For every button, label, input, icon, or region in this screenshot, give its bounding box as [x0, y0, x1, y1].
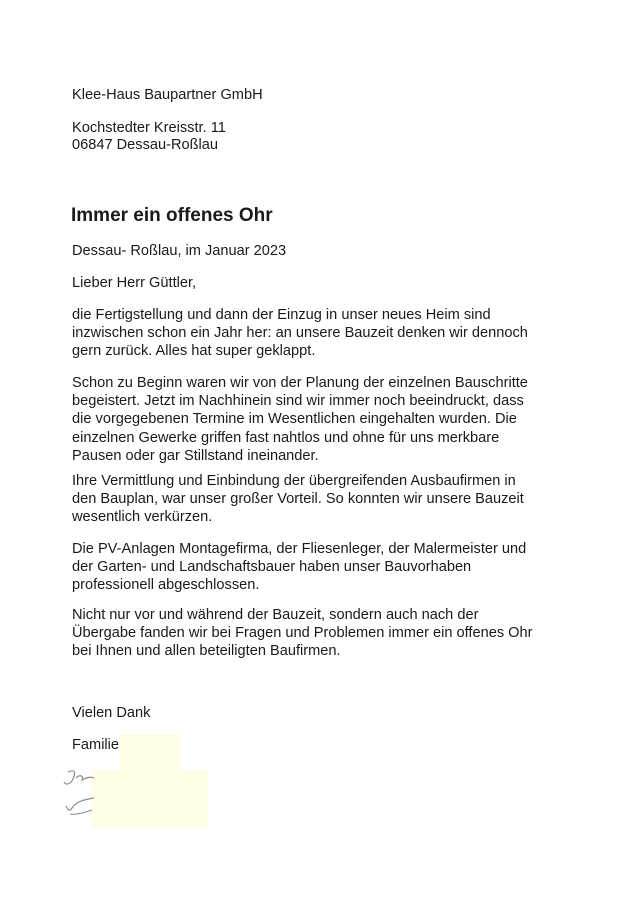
paragraph-line: den Bauplan, war unser großer Vorteil. So konnten wir unsere Bauzeit — [72, 491, 524, 508]
sender-city: 06847 Dessau-Roßlau — [72, 137, 219, 153]
salutation: Lieber Herr Güttler, — [72, 275, 197, 291]
paragraph-line: die vorgegebenen Termine im Wesentlichen eingehalten wurden. Die — [72, 411, 517, 428]
paragraph-line: gern zurück. Alles hat super geklappt. — [72, 343, 316, 360]
paragraph-line: bei Ihnen und allen beteiligten Baufirmen. — [72, 643, 341, 660]
letter-heading: Immer ein offenes Ohr — [71, 205, 273, 226]
redacted-signature — [92, 770, 208, 828]
paragraph-line: die Fertigstellung und dann der Einzug in unser neues Heim sind — [72, 307, 491, 323]
sender-company: Klee-Haus Baupartner GmbH — [72, 87, 263, 103]
paragraph-line: professionell abgeschlossen. — [72, 577, 260, 594]
paragraph-5 — [72, 606, 533, 661]
paragraph-2 — [72, 374, 528, 465]
paragraph-line: einzelnen Gewerke griffen fast nahtlos und ohne für uns merkbare — [72, 429, 500, 446]
place-date: Dessau- Roßlau, im Januar 2023 — [72, 243, 287, 259]
paragraph-line: begeistert. Jetzt im Nachhinein sind wir immer noch beeindruckt, dass — [72, 393, 524, 410]
family-label: Familie — [72, 737, 120, 753]
paragraph-line: Nicht nur vor und während der Bauzeit, sondern auch nach der — [72, 607, 479, 623]
paragraph-3 — [72, 472, 524, 527]
sender-street: Kochstedter Kreisstr. 11 — [72, 120, 226, 136]
paragraph-line: Übergabe fanden wir bei Fragen und Problemen immer ein offenes Ohr — [72, 625, 533, 642]
paragraph-line: wesentlich verkürzen. — [72, 509, 213, 526]
paragraph-4 — [72, 540, 526, 595]
paragraph-line: Die PV-Anlagen Montagefirma, der Fliesenleger, der Malermeister und — [72, 541, 527, 557]
paragraph-line: der Garten- und Landschaftsbauer haben unser Bauvorhaben — [72, 559, 472, 576]
paragraph-line: inzwischen schon ein Jahr her: an unsere Bauzeit denken wir dennoch — [72, 325, 528, 342]
paragraph-1 — [72, 306, 528, 361]
paragraph-line: Ihre Vermittlung und Einbindung der übergreifenden Ausbaufirmen in — [72, 473, 516, 489]
paragraph-line: Schon zu Beginn waren wir von der Planung der einzelnen Bauschritte — [72, 375, 528, 391]
signature-fragment — [60, 762, 96, 822]
closing: Vielen Dank — [72, 705, 151, 721]
paragraph-line: Pausen oder gar Stillstand ineinander. — [72, 447, 319, 464]
redacted-family-name — [120, 734, 180, 774]
